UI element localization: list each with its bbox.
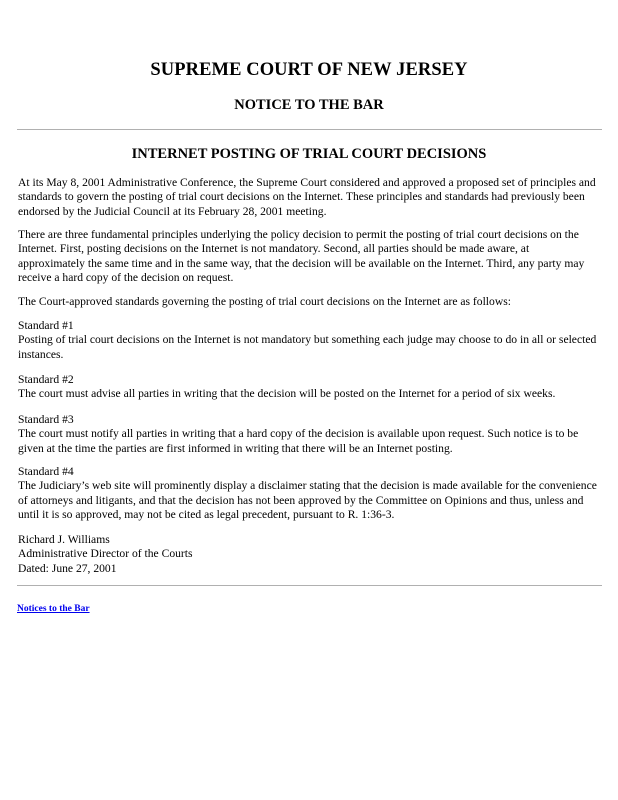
signature-block	[18, 533, 193, 576]
paragraph-text: At its May 8, 2001 Administrative Conference, the Supreme Court considered and approved a proposed set of principles and standards to govern the posting of trial court decisions on the Internet. These principles and standards had previously been endorsed by the Judicial Council at its February 28, 2001 meeting.	[18, 176, 596, 218]
standard-1	[18, 319, 598, 362]
standard-2	[18, 373, 598, 402]
standard-text: The Judiciary’s web site will prominently display a disclaimer stating that the decision is made available for the convenience of attorneys and litigants, and that the decision has not been approved by the Committee on Opinions and thus, unless and until it is so approved, may not be cited as legal precedent, pursuant to R. 1:36-3.	[18, 479, 597, 521]
top-divider	[17, 129, 602, 130]
standard-text: The court must advise all parties in writing that the decision will be posted on the Internet for a period of six weeks.	[18, 387, 556, 401]
court-heading: SUPREME COURT OF NEW JERSEY	[150, 60, 468, 80]
notices-to-the-bar-link[interactable]: Notices to the Bar	[17, 604, 90, 614]
bottom-divider	[17, 585, 602, 586]
principles-paragraph	[18, 228, 596, 285]
standard-3	[18, 413, 598, 456]
notice-heading: NOTICE TO THE BAR	[234, 97, 384, 113]
paragraph-text: The Court-approved standards governing the posting of trial court decisions on the Internet are as follows:	[18, 295, 511, 308]
standard-4	[18, 465, 598, 522]
signatory-name: Richard J. Williams	[18, 533, 110, 546]
standard-label: Standard #3	[18, 413, 74, 426]
notice-title: INTERNET POSTING OF TRIAL COURT DECISIONS	[131, 146, 487, 162]
standard-label: Standard #4	[18, 465, 74, 478]
standard-label: Standard #2	[18, 373, 74, 386]
signature-date: Dated: June 27, 2001	[18, 561, 117, 575]
signatory-title: Administrative Director of the Courts	[18, 547, 193, 561]
standard-label: Standard #1	[18, 319, 74, 332]
intro-paragraph	[18, 176, 596, 219]
standard-text: Posting of trial court decisions on the Internet is not mandatory but something each judge may choose to do in all or selected instances.	[18, 333, 597, 361]
paragraph-text: There are three fundamental principles underlying the policy decision to permit the posting of trial court decisions on the Internet. First, posting decisions on the Internet is not mandatory. Second, all parties should be made aware, at approximately the same time and in the same way, that the decision will be available on the Internet. Third, any party may receive a hard copy of the decision on request.	[18, 228, 585, 284]
standards-intro-paragraph	[18, 295, 596, 309]
standard-text: The court must notify all parties in writing that a hard copy of the decision is available upon request. Such notice is to be given at the time the parties are first informed in writing that there will be an Internet posting.	[18, 427, 579, 455]
